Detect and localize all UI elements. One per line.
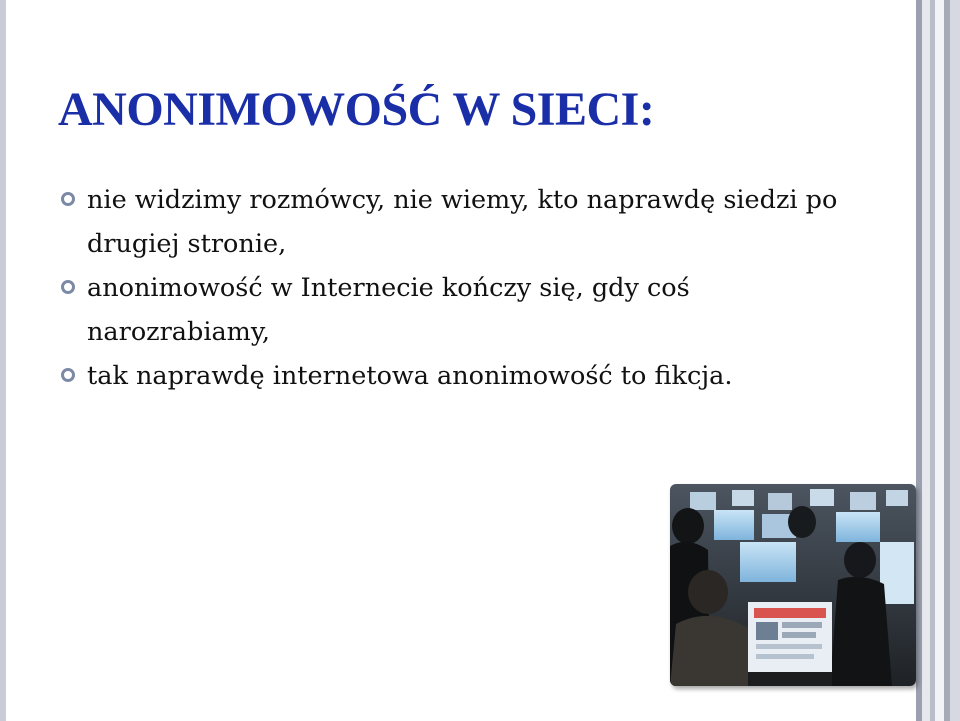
decorative-stripe [950, 0, 960, 721]
bullet-text: nie widzimy rozmówcy, nie wiemy, kto naprawdę siedzi po drugiej stronie, [87, 185, 838, 259]
computer-lab-photo [670, 484, 916, 686]
hollow-circle-icon [60, 191, 76, 207]
decorative-stripe [922, 0, 930, 721]
hollow-circle-icon [60, 367, 76, 383]
bullet-text: tak naprawdę internetowa anonimowość to fikcja. [87, 361, 733, 391]
left-border-rule [0, 0, 6, 721]
computer-lab-photo-icon [670, 484, 916, 686]
bullet-list [60, 178, 880, 398]
hollow-circle-icon [60, 279, 76, 295]
bullet-item [60, 354, 880, 398]
bullet-item [60, 266, 880, 354]
bullet-item [60, 178, 880, 266]
slide-title: ANONIMOWOŚĆ W SIECI: [58, 83, 655, 136]
bullet-text: anonimowość w Internecie kończy się, gdy coś narozrabiamy, [87, 273, 690, 347]
right-decorative-stripes [916, 0, 960, 721]
decorative-stripe [935, 0, 944, 721]
